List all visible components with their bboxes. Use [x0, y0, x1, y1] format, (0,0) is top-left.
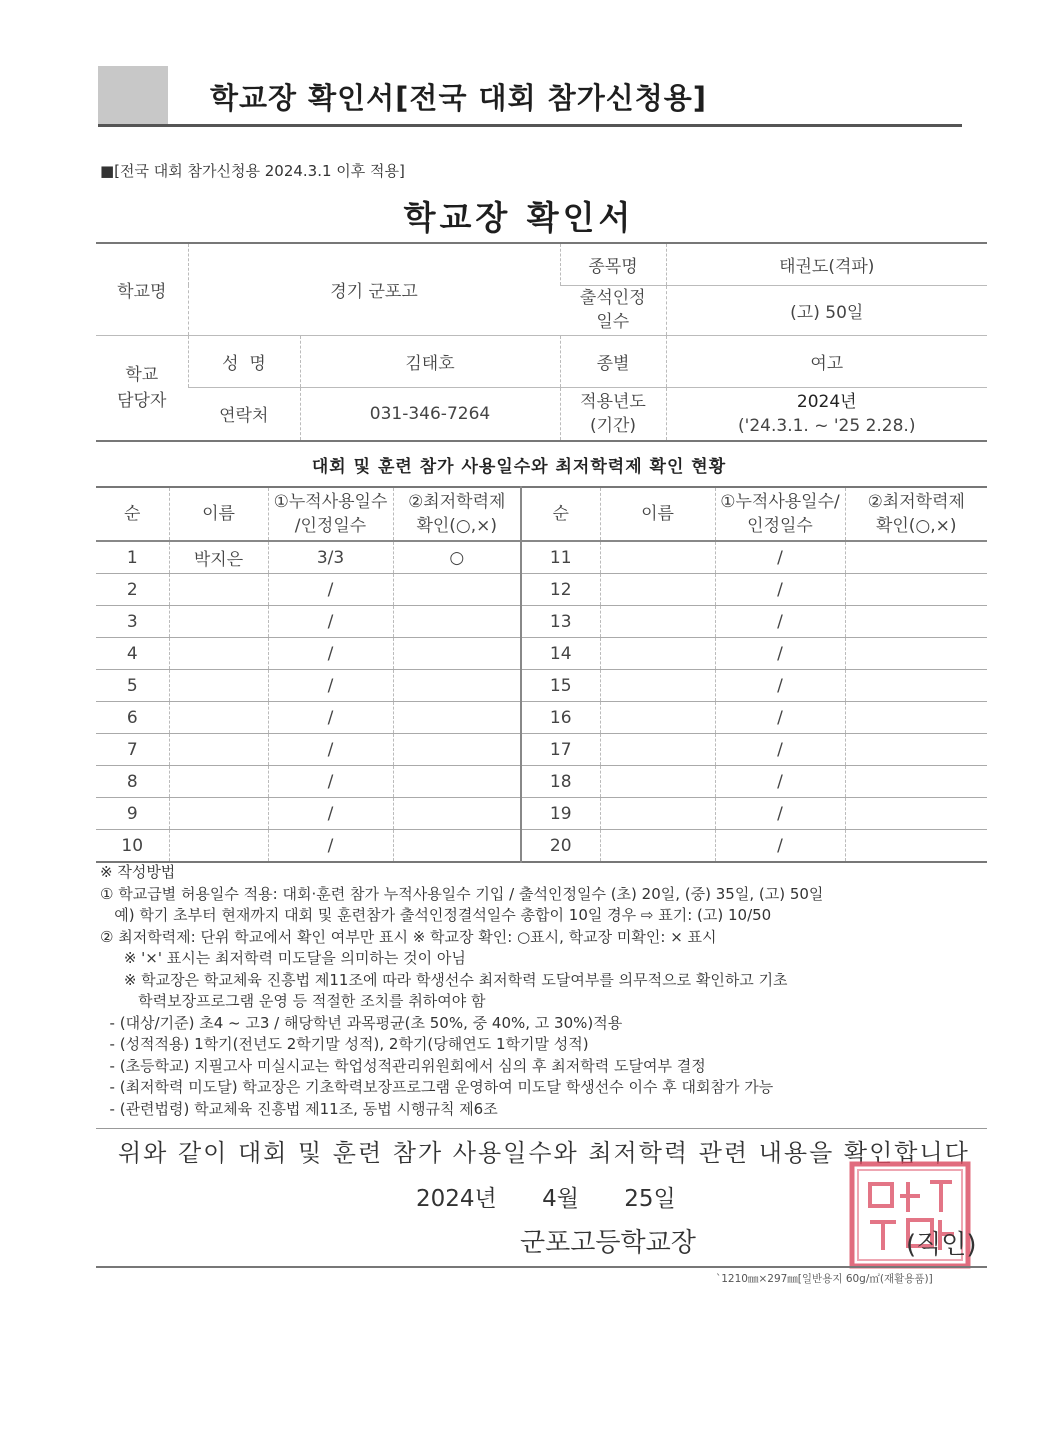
- paper-spec-footer: `1210㎜×297㎜[일반용지 60g/㎡(재활용품)]: [716, 1273, 933, 1285]
- row-no-left: 2: [96, 574, 169, 606]
- row-name-left: [169, 830, 268, 863]
- row-name-right: [600, 638, 715, 670]
- row-check-left: [393, 798, 521, 830]
- col-days-left: ①누적사용일수 /인정일수: [268, 487, 393, 541]
- row-days-right: /: [715, 638, 845, 670]
- row-no-right: 16: [521, 702, 600, 734]
- row-no-left: 7: [96, 734, 169, 766]
- row-no-left: 10: [96, 830, 169, 863]
- table-row: [96, 574, 987, 606]
- row-name-right: [600, 766, 715, 798]
- school-value: 경기 군포고: [188, 243, 560, 335]
- row-name-left: [169, 670, 268, 702]
- row-check-left: [393, 574, 521, 606]
- row-check-left: [393, 702, 521, 734]
- row-no-right: 18: [521, 766, 600, 798]
- row-no-right: 15: [521, 670, 600, 702]
- row-no-right: 14: [521, 638, 600, 670]
- issue-date: [416, 1180, 676, 1213]
- row-name-left: [169, 798, 268, 830]
- seal-label: (직인): [906, 1230, 977, 1260]
- row-check-right: [845, 734, 987, 766]
- row-days-right: /: [715, 670, 845, 702]
- row-days-right: /: [715, 766, 845, 798]
- row-check-right: [845, 670, 987, 702]
- row-no-right: 20: [521, 830, 600, 863]
- note-line: - (성적적용) 1학기(전년도 2학기말 성적), 2학기(당해연도 1학기말 성적): [100, 1035, 589, 1053]
- row-days-left: /: [268, 798, 393, 830]
- row-days-left: /: [268, 606, 393, 638]
- gender-label: 종별: [560, 335, 666, 387]
- row-days-right: /: [715, 702, 845, 734]
- row-days-right: /: [715, 541, 845, 574]
- table-row: [96, 541, 987, 574]
- row-days-left: /: [268, 766, 393, 798]
- note-line: - (최저학력 미도달) 학교장은 기초학력보장프로그램 운영하여 미도달 학생선수 이수 후 대회참가 가능: [100, 1078, 774, 1096]
- row-days-left: /: [268, 638, 393, 670]
- row-name-right: [600, 830, 715, 863]
- row-check-right: [845, 638, 987, 670]
- notes-divider: [96, 1128, 987, 1129]
- table-row: [96, 830, 987, 863]
- row-name-left: [169, 766, 268, 798]
- table-row: [96, 734, 987, 766]
- signer-name: 군포고등학교장: [520, 1228, 696, 1258]
- row-name-right: [600, 702, 715, 734]
- row-days-left: /: [268, 830, 393, 863]
- subtitle: ■[전국 대회 참가신청용 2024.3.1 이후 적용]: [100, 162, 405, 180]
- footer-divider: [96, 1266, 987, 1268]
- attend-label: 출석인정 일수: [560, 285, 666, 335]
- row-name-left: [169, 574, 268, 606]
- header-title: 학교장 확인서[전국 대회 참가신청용]: [210, 81, 708, 115]
- writing-notes: [100, 862, 990, 1120]
- section-title: 대회 및 훈련 참가 사용일수와 최저학력제 확인 현황: [311, 457, 727, 477]
- table-row: [96, 606, 987, 638]
- row-check-right: [845, 766, 987, 798]
- col-check-right: ②최저학력제 확인(○,×): [845, 487, 987, 541]
- attendance-table: [96, 486, 987, 863]
- row-no-left: 3: [96, 606, 169, 638]
- manager-label: 학교 담당자: [96, 335, 188, 441]
- row-days-left: /: [268, 574, 393, 606]
- row-name-left: [169, 702, 268, 734]
- row-no-left: 9: [96, 798, 169, 830]
- row-no-right: 12: [521, 574, 600, 606]
- date-month: 4월: [542, 1186, 579, 1212]
- row-days-left: /: [268, 734, 393, 766]
- row-check-right: [845, 541, 987, 574]
- row-check-left: ○: [393, 541, 521, 574]
- col-days-right: ①누적사용일수/ 인정일수: [715, 487, 845, 541]
- row-no-right: 11: [521, 541, 600, 574]
- header-underline: [98, 124, 962, 127]
- row-no-right: 19: [521, 798, 600, 830]
- row-name-right: [600, 574, 715, 606]
- row-days-right: /: [715, 798, 845, 830]
- row-check-left: [393, 606, 521, 638]
- notes-heading: ※ 작성방법: [100, 863, 176, 881]
- row-check-right: [845, 606, 987, 638]
- name-value: 김태호: [300, 335, 560, 387]
- gender-value: 여고: [666, 335, 987, 387]
- note-line: ① 학교급별 허용일수 적용: 대회·훈련 참가 누적사용일수 기입 / 출석인정일수 (초) 20일, (중) 35일, (고) 50일: [100, 884, 824, 903]
- note-line: ※ 학교장은 학교체육 진흥법 제11조에 따라 학생선수 최저학력 도달여부를 의무적으로 확인하고 기초: [100, 970, 788, 989]
- row-days-left: /: [268, 702, 393, 734]
- header-gray-box: [98, 66, 168, 126]
- confirm-statement: 위와 같이 대회 및 훈련 참가 사용일수와 최저학력 관련 내용을 확인합니다: [118, 1139, 970, 1167]
- row-days-right: /: [715, 574, 845, 606]
- note-line: - (초등학교) 지필고사 미실시교는 학업성적관리위원회에서 심의 후 최저학력 도달여부 결정: [100, 1056, 706, 1075]
- col-check-left: ②최저학력제 확인(○,×): [393, 487, 521, 541]
- row-name-right: [600, 798, 715, 830]
- row-check-left: [393, 766, 521, 798]
- table-row: [96, 670, 987, 702]
- date-year: 2024년: [416, 1186, 497, 1212]
- row-name-left: [169, 638, 268, 670]
- row-name-right: [600, 541, 715, 574]
- row-check-right: [845, 574, 987, 606]
- col-no-left: 순: [96, 487, 169, 541]
- row-name-right: [600, 606, 715, 638]
- row-days-left: 3/3: [268, 541, 393, 574]
- note-line: ※ '×' 표시는 최저학력 미도달을 의미하는 것이 아님: [100, 949, 466, 967]
- note-line: 예) 학기 초부터 현재까지 대회 및 훈련참가 출석인정결석일수 총합이 10일 경우 ⇨ 표기: (고) 10/50: [100, 906, 772, 924]
- name-label: 성 명: [188, 335, 300, 387]
- school-label: 학교명: [96, 243, 188, 335]
- row-days-right: /: [715, 734, 845, 766]
- row-no-right: 17: [521, 734, 600, 766]
- row-check-right: [845, 702, 987, 734]
- col-no-right: 순: [521, 487, 600, 541]
- note-line: ② 최저학력제: 단위 학교에서 확인 여부만 표시 ※ 학교장 확인: ○표시, 학교장 미확인: × 표시: [100, 927, 717, 946]
- row-no-left: 6: [96, 702, 169, 734]
- note-line: - (대상/기준) 초4 ~ 고3 / 해당학년 과목평균(초 50%, 중 40%, 고 30%)적용: [100, 1013, 623, 1032]
- row-days-right: /: [715, 830, 845, 863]
- event-value: 태권도(격파): [666, 243, 987, 285]
- table-row: [96, 638, 987, 670]
- row-no-right: 13: [521, 606, 600, 638]
- row-name-right: [600, 670, 715, 702]
- col-name-right: 이름: [600, 487, 715, 541]
- note-line: 학력보장프로그램 운영 등 적절한 조치를 취하여야 함: [100, 992, 486, 1010]
- row-name-left: 박지은: [169, 541, 268, 574]
- row-no-left: 5: [96, 670, 169, 702]
- row-no-left: 8: [96, 766, 169, 798]
- info-table: [96, 242, 987, 442]
- row-check-right: [845, 798, 987, 830]
- contact-value: 031-346-7264: [300, 387, 560, 441]
- contact-label: 연락처: [188, 387, 300, 441]
- document-title: 학교장 확인서: [403, 198, 635, 237]
- year-value: 2024년 ('24.3.1. ~ '25 2.28.): [666, 387, 987, 441]
- table-row: [96, 798, 987, 830]
- row-name-right: [600, 734, 715, 766]
- row-check-left: [393, 638, 521, 670]
- row-name-left: [169, 734, 268, 766]
- row-no-left: 4: [96, 638, 169, 670]
- event-label: 종목명: [560, 243, 666, 285]
- row-name-left: [169, 606, 268, 638]
- row-check-right: [845, 830, 987, 863]
- row-check-left: [393, 734, 521, 766]
- date-day: 25일: [624, 1186, 676, 1212]
- row-check-left: [393, 670, 521, 702]
- row-days-left: /: [268, 670, 393, 702]
- row-no-left: 1: [96, 541, 169, 574]
- col-name-left: 이름: [169, 487, 268, 541]
- table-row: [96, 766, 987, 798]
- row-check-left: [393, 830, 521, 863]
- attend-value: (고) 50일: [666, 285, 987, 335]
- table-row: [96, 702, 987, 734]
- note-line: - (관련법령) 학교체육 진흥법 제11조, 동법 시행규칙 제6조: [100, 1099, 498, 1118]
- row-days-right: /: [715, 606, 845, 638]
- year-label: 적용년도 (기간): [560, 387, 666, 441]
